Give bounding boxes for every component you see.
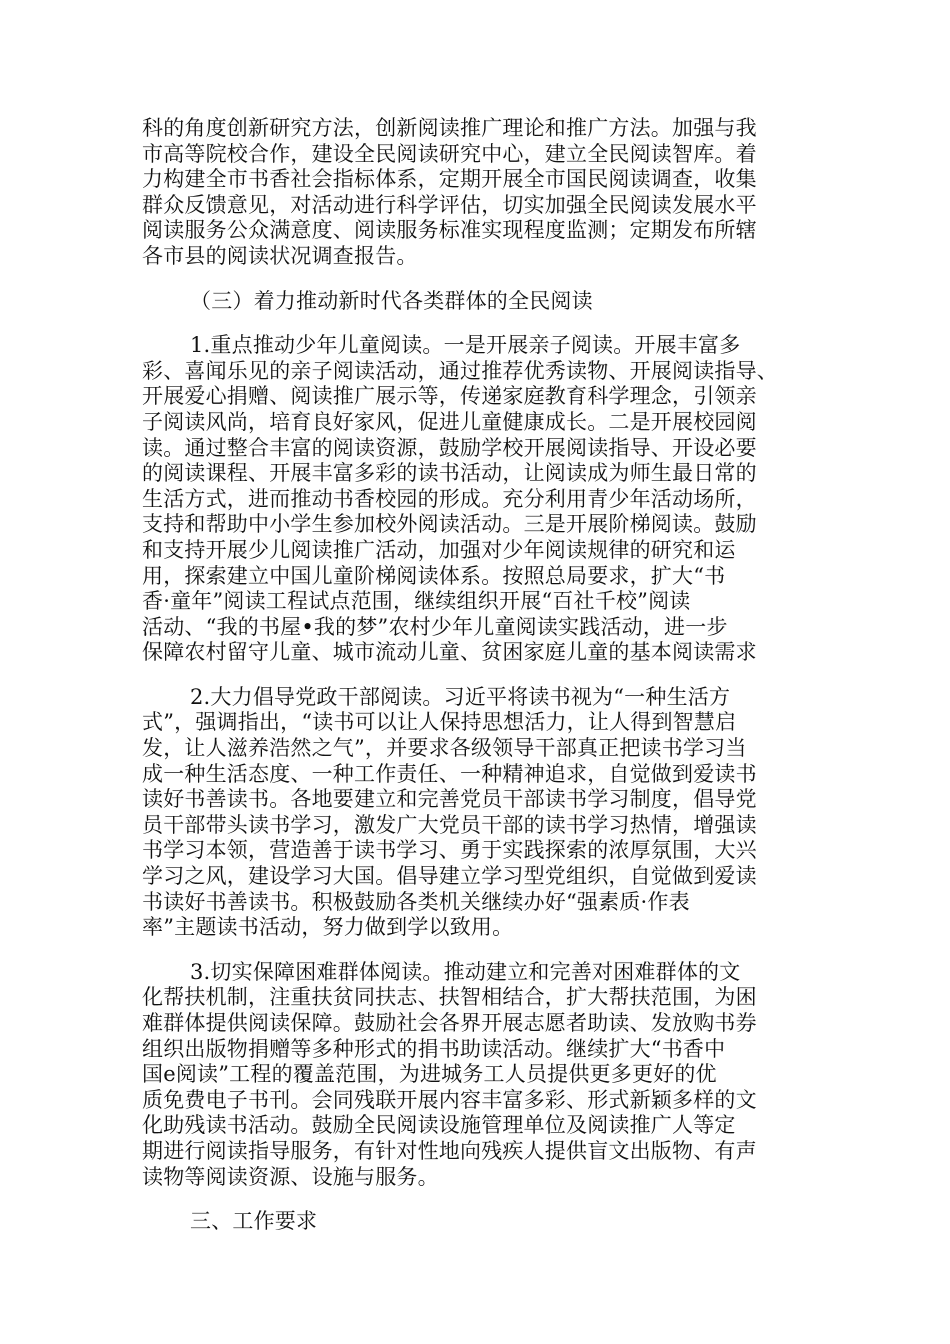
text-line: 用，探索建立中国儿童阶梯阅读体系。按照总局要求，扩大“书 <box>142 563 726 588</box>
text-line: 力构建全市书香社会指标体系，定期开展全市国民阅读调查，收集 <box>142 167 757 192</box>
text-line: 彩、喜闻乐见的亲子阅读活动，通过推荐优秀读物、开展阅读指导、 <box>142 358 778 383</box>
text-line: 发，让人滋养浩然之气”，并要求各级领导干部真正把读书学习当 <box>142 736 747 761</box>
text-line: 质免费电子书刊。会同残联开展内容丰富多彩、形式新颖多样的文 <box>142 1087 757 1112</box>
text-line: 成一种生活态度、一种工作责任、一种精神追求，自觉做到爱读书 <box>142 761 757 786</box>
section-heading-work-requirements <box>142 1209 808 1235</box>
paragraph-reading-research <box>142 116 808 270</box>
text-line: 3.切实保障困难群体阅读。推动建立和完善对困难群体的文 <box>190 959 741 984</box>
text-line: 书学习本领，营造善于读书学习、勇于实践探索的浓厚氛围，大兴 <box>142 838 757 863</box>
text-line: 保障农村留守儿童、城市流动儿童、贫困家庭儿童的基本阅读需求 <box>142 640 757 665</box>
text-line: 科的角度创新研究方法，创新阅读推广理论和推广方法。加强与我 <box>142 116 757 140</box>
text-line: 2.大力倡导党政干部阅读。习近平将读书视为“一种生活方 <box>190 684 731 709</box>
text-line: 子阅读风尚，培育良好家风，促进儿童健康成长。二是开展校园阅 <box>142 409 757 434</box>
text-line: 读物等阅读资源、设施与服务。 <box>142 1164 439 1189</box>
paragraph-disadvantaged-reading <box>142 960 808 1190</box>
text-line: 学习之风，建设学习大国。倡导建立学习型党组织，自觉做到爱读 <box>142 864 757 889</box>
text-line: 国e阅读”工程的覆盖范围，为进城务工人员提供更多更好的优 <box>142 1062 717 1087</box>
text-line: 支持和帮助中小学生参加校外阅读活动。三是开展阶梯阅读。鼓励 <box>142 512 757 537</box>
text-line: 群众反馈意见，对活动进行科学评估，切实加强全民阅读发展水平 <box>142 192 757 217</box>
paragraph-children-reading <box>142 333 808 666</box>
text-line: 员干部带头读书学习，激发广大党员干部的读书学习热情，增强读 <box>142 812 757 837</box>
text-line: 读。通过整合丰富的阅读资源，鼓励学校开展阅读指导、开设必要 <box>142 435 757 460</box>
heading-text: （三）着力推动新时代各类群体的全民阅读 <box>190 288 593 313</box>
text-line: 香·童年”阅读工程试点范围，继续组织开展“百社千校”阅读 <box>142 589 691 614</box>
section-heading-3 <box>142 289 808 315</box>
text-line: 式”，强调指出，“读书可以让人保持思想活力，让人得到智慧启 <box>142 710 737 735</box>
text-line: 组织出版物捐赠等多种形式的捐书助读活动。继续扩大“书香中 <box>142 1036 726 1061</box>
text-line: 生活方式，进而推动书香校园的形成。充分利用青少年活动场所， <box>142 486 757 511</box>
text-line: 市高等院校合作，建设全民阅读研究中心，建立全民阅读智库。着 <box>142 141 757 166</box>
text-line: 和支持开展少儿阅读推广活动，加强对少年阅读规律的研究和运 <box>142 537 736 562</box>
text-line: 活动、“我的书屋•我的梦”农村少年儿童阅读实践活动，进一步 <box>142 614 728 639</box>
text-line: 化助残读书活动。鼓励全民阅读设施管理单位及阅读推广人等定 <box>142 1113 736 1138</box>
text-line: 难群体提供阅读保障。鼓励社会各界开展志愿者助读、发放购书券 <box>142 1011 757 1035</box>
text-line: 期进行阅读指导服务，有针对性地向残疾人提供盲文出版物、有声 <box>142 1138 757 1163</box>
text-line: 开展爱心捐赠、阅读推广展示等，传递家庭教育科学理念，引领亲 <box>142 384 757 409</box>
text-line: 的阅读课程、开展丰富多彩的读书活动，让阅读成为师生最日常的 <box>142 461 757 486</box>
text-line: 阅读服务公众满意度、阅读服务标准实现程度监测；定期发布所辖 <box>142 218 757 243</box>
heading-text: 三、工作要求 <box>190 1209 318 1234</box>
text-line: 1.重点推动少年儿童阅读。一是开展亲子阅读。开展丰富多 <box>190 333 741 358</box>
text-line: 书读好书善读书。积极鼓励各类机关继续办好“强素质·作表 <box>142 889 690 914</box>
text-line: 各市县的阅读状况调查报告。 <box>142 243 418 268</box>
text-line: 读好书善读书。各地要建立和完善党员干部读书学习制度，倡导党 <box>142 787 757 812</box>
paragraph-cadre-reading <box>142 685 808 941</box>
text-line: 率”主题读书活动，努力做到学以致用。 <box>142 915 514 940</box>
document-page <box>142 116 808 1235</box>
text-line: 化帮扶机制，注重扶贫同扶志、扶智相结合，扩大帮扶范围，为困 <box>142 985 757 1010</box>
